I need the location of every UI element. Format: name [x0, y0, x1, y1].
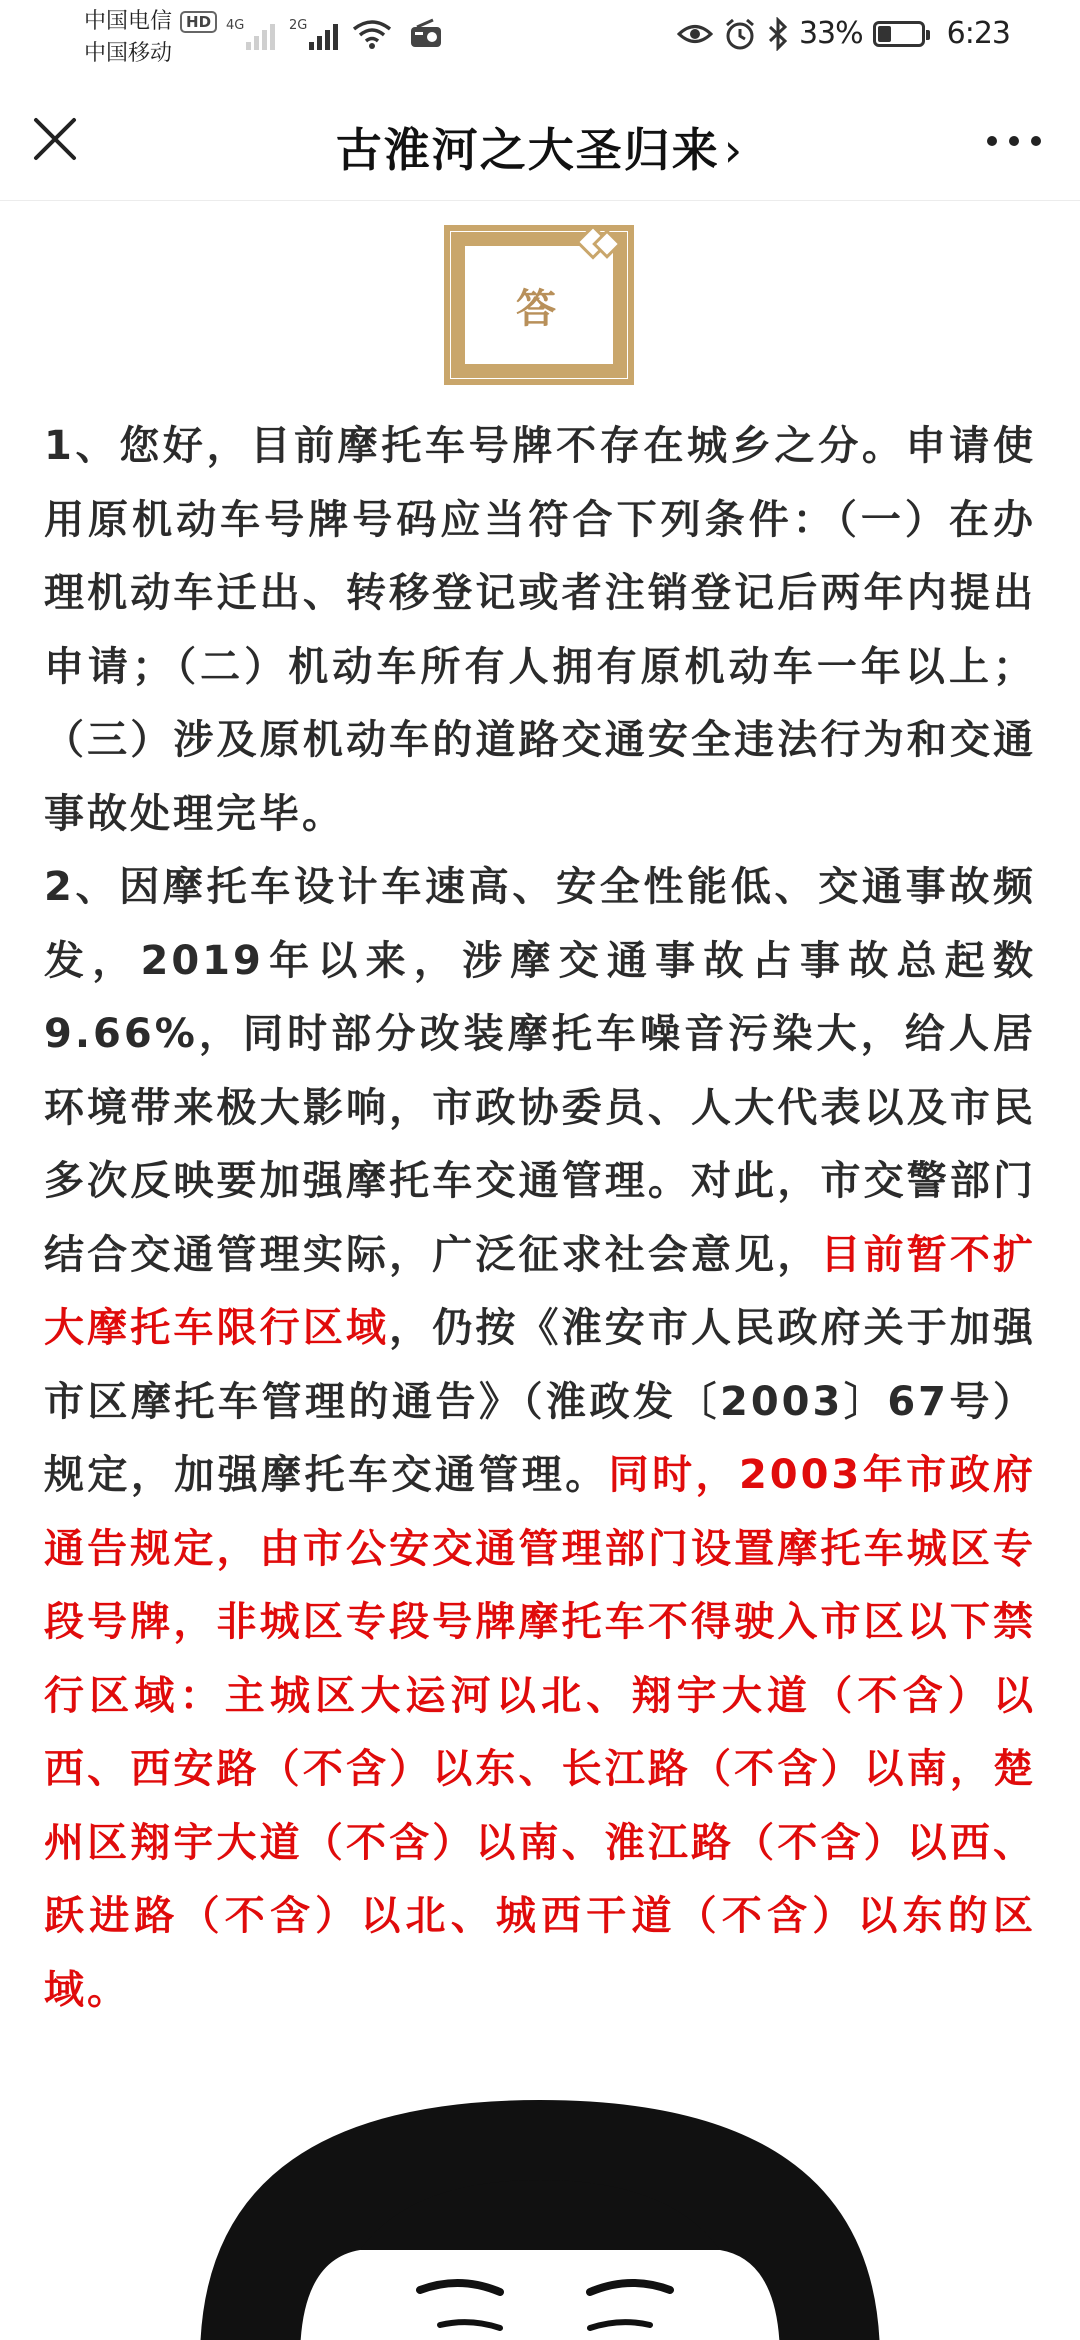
emblem-label: 答 [516, 286, 556, 332]
paragraph-2-part-a: 2、因摩托车设计车速高、安全性能低、交通事故频发，2019年以来，涉摩交通事故占事故总起数9.66%，同时部分改装摩托车噪音污染大，给人居环境带来极大影响，市政协委员、人大代表以及市民多次反映要加强摩托车交通管理。对此，市交警部门结合交通管理实际，广泛征求社会意见， [44, 864, 1036, 1278]
meme-face-image [180, 2060, 900, 2340]
answer-emblem [444, 225, 634, 385]
eye-icon [677, 19, 713, 49]
network-type-1: 4G [226, 18, 245, 33]
alarm-icon [723, 17, 757, 51]
carrier-1: 中国电信 [84, 9, 173, 34]
wifi-icon [352, 18, 392, 50]
answer-paragraph-1: 1、您好，目前摩托车号牌不存在城乡之分。申请使用原机动车号牌号码应当符合下列条件：（一）在办理机动车迁出、转移登记或者注销登记后两年内提出申请；（二）机动车所有人拥有原机动车一年以上；（三）涉及原机动车的道路交通安全违法行为和交通事故处理完毕。 [44, 423, 1036, 837]
highlight-prohibited-zone-text: 同时，2003年市政府通告规定，由市公安交通管理部门设置摩托车城区专段号牌，非城区专段号牌摩托车不得驶入市区以下禁行区域：主城区大运河以北、翔宇大道（不含）以西、西安路（不含）以东、长江路（不含）以南，楚州区翔宇大道（不含）以南、淮江路（不含）以西、跃进路（不含）以北、城西干道（不含）以东的区域。 [44, 1452, 1037, 2013]
network-type-2: 2G [289, 18, 308, 33]
status-bar [0, 0, 1080, 80]
network-signals [226, 18, 446, 50]
radio-icon [406, 18, 446, 50]
bluetooth-icon [767, 17, 789, 51]
battery-percent: 33% [798, 16, 863, 51]
highlight-restriction-text: 目前暂不扩大摩托车限行区域 [44, 1231, 1037, 1351]
carrier-info [84, 6, 217, 70]
nav-bar [0, 80, 1080, 201]
chevron-right-icon: › [723, 123, 745, 177]
carrier-2: 中国移动 [84, 41, 173, 66]
page-title[interactable] [0, 114, 1080, 180]
battery-fill [878, 26, 892, 42]
clock: 6:23 [946, 16, 1010, 51]
answer-paragraph-2 [44, 851, 1036, 2027]
signal-strength-icon [226, 18, 275, 50]
battery-icon [873, 21, 925, 47]
paragraph-2-part-c: ，仍按《淮安市人民政府关于加强市区摩托车管理的通告》（淮政发〔2003〕67号）规定，加强摩托车交通管理。 [44, 1305, 1037, 1498]
signal-strength-icon [289, 18, 338, 50]
hd-badge: HD [180, 11, 217, 33]
page-title-text: 古淮河之大圣归来 [335, 123, 720, 177]
more-icon[interactable] [984, 126, 1044, 156]
status-right [677, 16, 1010, 51]
article-body [44, 410, 1036, 2027]
